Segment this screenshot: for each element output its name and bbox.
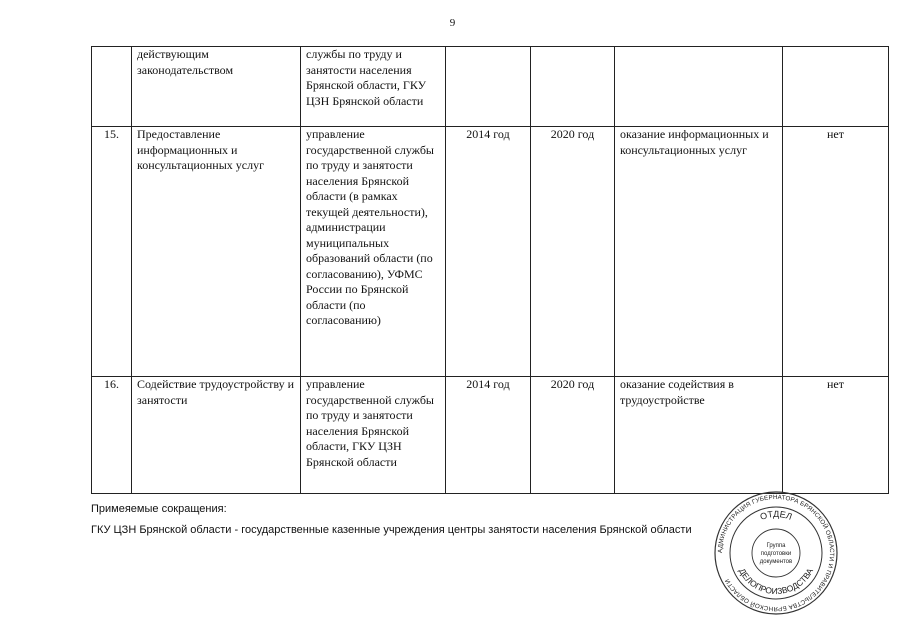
end-year [531,47,615,127]
extra-cell: нет [783,377,889,494]
notes-line: ГКУ ЦЗН Брянской области - государственные казенные учреждения центры занятости населения Брянской области [91,524,692,536]
extra-cell [783,47,889,127]
page-number: 9 [449,17,456,29]
program-table [91,46,889,494]
executor: управление государственной службы по труду и занятости населения Брянской области, ГКУ ЦЗН Брянской области [301,377,446,494]
expected-result: оказание информационных и консультационных услуг [615,127,783,377]
end-year: 2020 год [531,127,615,377]
stamp-dept-bottom: ДЕЛОПРОИЗВОДСТВА [737,566,815,597]
stamp-center-line-3: документов [759,559,793,565]
stamp-center-line-1: Группа [766,543,786,549]
svg-text:ДЕЛОПРОИЗВОДСТВА [737,566,815,596]
table-row [92,377,889,494]
expected-result: оказание содействия в трудоустройстве [615,377,783,494]
stamp-dept-top: ОТДЕЛ [758,508,794,522]
abbreviations-notes [91,503,692,536]
svg-text:ОТДЕЛ [759,509,794,522]
measure-name: Содействие трудоустройству и занятости [132,377,301,494]
stamp-outer-text: АДМИНИСТРАЦИЯ ГУБЕРНАТОРА БРЯНСКОЙ ОБЛАСТИ И ПРАВИТЕЛЬСТВА БРЯНСКОЙ ОБЛАСТИ [716,493,836,613]
office-stamp [713,490,839,616]
extra-cell: нет [783,127,889,377]
start-year [446,47,531,127]
measure-name: действующим законодательством [132,47,301,127]
start-year: 2014 год [446,377,531,494]
row-number: 16. [92,377,132,494]
executor: службы по труду и занятости населения Брянской области, ГКУ ЦЗН Брянской области [301,47,446,127]
measure-name: Предоставление информационных и консультационных услуг [132,127,301,377]
row-number: 15. [92,127,132,377]
executor: управление государственной службы по труду и занятости населения Брянской области (в рамках текущей деятельности), администрации муниципальных образований области (по согласованию), УФМС России по Брянской области (по согласованию) [301,127,446,377]
notes-title: Примеяемые сокращения: [91,503,227,515]
row-number [92,47,132,127]
start-year: 2014 год [446,127,531,377]
table-row [92,127,889,377]
stamp-center-line-2: подготовки [760,551,792,557]
expected-result [615,47,783,127]
table-row [92,47,889,127]
end-year: 2020 год [531,377,615,494]
